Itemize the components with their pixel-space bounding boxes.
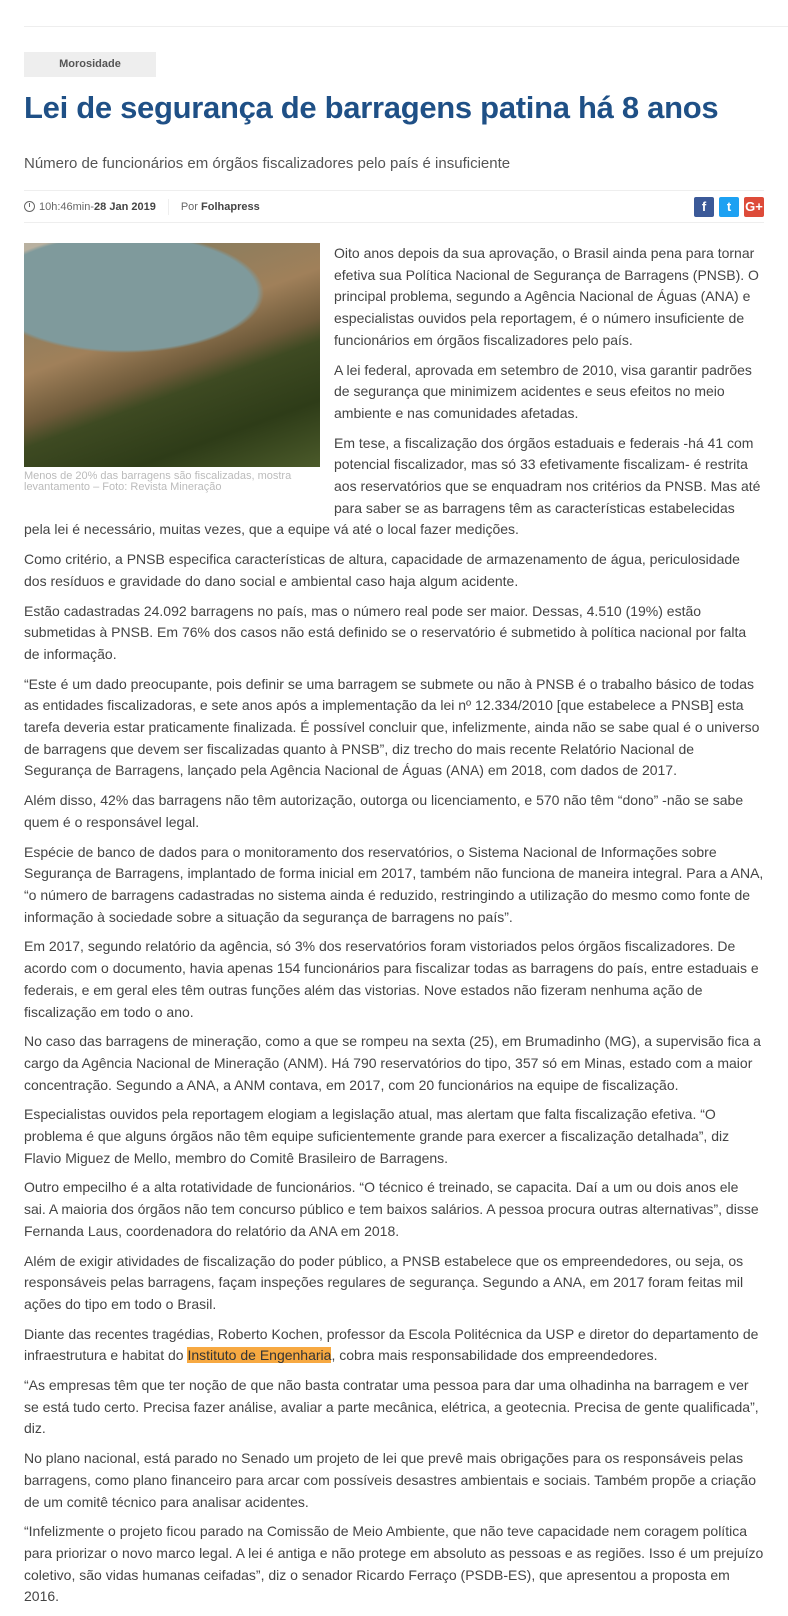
paragraph: Espécie de banco de dados para o monitoramento dos reservatórios, o Sistema Nacional de Informações sobre Segurança de Barragens, implantado de forma inicial em 2017, também não funciona de maneira integral. Para a ANA, “o número de barragens cadastradas no sistema ainda é reduzido, restringindo a utilização do mesmo como fonte de informação à sociedade sobre a situação da segurança de barragens no país”. [24, 843, 764, 925]
paragraph: Em 2017, segundo relatório da agência, só 3% dos reservatórios foram vistoriados pelos órgãos fiscalizadores. De acordo com o documento, havia apenas 154 funcionários para fiscalizar todas as barragens do país, entre estaduais e federais, e em geral eles têm outras funções além das vistorias. Nove estados não fizeram nenhuma ação de fiscalização em todo o ano. [24, 938, 759, 1020]
category-tag[interactable]: Morosidade [24, 52, 156, 77]
article-title: Lei de segurança de barragens patina há 8 anos [24, 90, 719, 125]
publish-date: 28 Jan 2019 [94, 200, 156, 213]
paragraph: Além disso, 42% das barragens não têm autorização, outorga ou licenciamento, e 570 não têm “dono” -não se sabe quem é o responsável legal. [24, 792, 744, 830]
author: Folhapress [201, 200, 260, 213]
publish-time: 10h:46min [39, 200, 91, 213]
google-plus-share-icon[interactable]: G+ [744, 197, 764, 217]
paragraph: Oito anos depois da sua aprovação, o Brasil ainda pena para tornar efetiva sua Política Nacional de Segurança de Barragens (PNSB). O principal problema, segundo a Agência Nacional de Águas (ANA) e especialistas ouvidos pela reportagem, é o número insuficiente de funcionários em órgãos fiscalizadores pelo país. [334, 245, 759, 348]
article-container [24, 27, 764, 1608]
paragraph: Além de exigir atividades de fiscalização do poder público, a PNSB estabelece que os empreendedores, ou seja, os responsáveis pelas barragens, façam inspeções regulares de segurança. Segundo a ANA, em 2017 foram feitas mil ações do tipo em todo o Brasil. [24, 1252, 744, 1312]
paragraph: Outro empecilho é a alta rotatividade de funcionários. “O técnico é treinado, se capacita. Daí a um ou dois anos ele sai. A maioria dos órgãos não tem concurso público e tem baixos salários. A pessoa procura outras alternativas”, disse Fernanda Laus, coordenadora do relatório da ANA em 2018. [24, 1179, 759, 1239]
paragraph-text: , cobra mais responsabilidade dos empreendedores. [331, 1347, 658, 1364]
photo-caption: Menos de 20% das barragens são fiscalizadas, mostra levantamento – Foto: Revista Mineração [24, 470, 292, 493]
article-figure [24, 243, 320, 493]
clock-icon [24, 201, 35, 212]
social-share [694, 197, 764, 217]
article-body [24, 243, 764, 1608]
paragraph: “As empresas têm que ter noção de que não basta contratar uma pessoa para dar uma olhadinha na barragem e ver se está tudo certo. Precisa fazer análise, avaliar a parte mecânica, elétrica, a geotecnia. Precisa de gente qualificada”, diz. [24, 1377, 759, 1437]
meta-separator [168, 199, 169, 215]
facebook-share-icon[interactable]: f [694, 197, 714, 217]
article-subtitle: Número de funcionários em órgãos fiscalizadores pelo país é insuficiente [24, 155, 511, 172]
instituto-engenharia-link[interactable]: Instituto de Engenharia [187, 1347, 332, 1364]
byline-prefix: Por [180, 200, 198, 213]
article-meta [24, 190, 764, 223]
paragraph-text: Diante das recentes tragédias, Roberto Kochen, professor da Escola Politécnica da USP e diretor do departamento de infraestrutura e habitat do [24, 1325, 759, 1364]
top-divider [24, 0, 788, 27]
paragraph [24, 1324, 764, 1367]
paragraph: No caso das barragens de mineração, como a que se rompeu na sexta (25), em Brumadinho (MG), a supervisão fica a cargo da Agência Nacional de Mineração (ANM). Há 790 reservatórios do tipo, 357 só em Minas, estado com a maior concentração. Segundo a ANA, a ANM contava, em 2017, com 20 funcionários na equipe de fiscalização. [24, 1033, 761, 1093]
paragraph: Estão cadastradas 24.092 barragens no país, mas o número real pode ser maior. Dessas, 4.510 (19%) estão submetidas à PNSB. Em 76% dos casos não está definido se o reservatório é submetido à política nacional por falta de informação. [24, 602, 747, 662]
dam-photo [24, 243, 320, 467]
paragraph: A lei federal, aprovada em setembro de 2010, visa garantir padrões de segurança que minimizem acidentes e seus efeitos no meio ambiente e nas comunidades afetadas. [334, 361, 752, 421]
paragraph: “Este é um dado preocupante, pois definir se uma barragem se submete ou não à PNSB é o trabalho básico de todas as entidades fiscalizadoras, e sete anos após a implementação da lei nº 12.334/2010 [que estabelece a PNSB] esta tarefa deveria estar praticamente finalizada. É possível concluir que, infelizmente, ainda não se sabe qual é o universo de barragens que devem ser fiscalizadas quanto à PNSB”, diz trecho do mais recente Relatório Nacional de Segurança de Barragens, lançado pela Agência Nacional de Águas (ANA) em 2018, com dados de 2017. [24, 675, 760, 779]
paragraph: No plano nacional, está parado no Senado um projeto de lei que prevê mais obrigações para os responsáveis pelas barragens, como plano financeiro para arcar com possíveis desastres ambientais e sociais. Também propõe a criação de um comitê técnico para analisar acidentes. [24, 1450, 756, 1510]
twitter-share-icon[interactable]: t [719, 197, 739, 217]
paragraph: “Infelizmente o projeto ficou parado na Comissão de Meio Ambiente, que não teve capacidade nem coragem política para priorizar o novo marco legal. A lei é antiga e não protege em absoluto as pessoas e as regiões. Isso é um prejuízo coletivo, são vidas humanas ceifadas”, diz o senador Ricardo Ferraço (PSDB-ES), que apresentou a proposta em 2016. [24, 1523, 764, 1605]
paragraph: Especialistas ouvidos pela reportagem elogiam a legislação atual, mas alertam que falta fiscalização efetiva. “O problema é que alguns órgãos não têm equipe suficientemente grande para exercer a fiscalização detalhada”, diz Flavio Miguez de Mello, membro do Comitê Brasileiro de Barragens. [24, 1106, 730, 1166]
paragraph: Em tese, a fiscalização dos órgãos estaduais e federais -há 41 com potencial fiscalizador, mas só 33 efetivamente fiscalizam- é restrita aos reservatórios que se enquadram nos critérios da PNSB. Mas até para saber se as barragens têm as características estabelecidas pela lei é necessário, muitas vezes, que a equipe vá até o local fazer medições. [24, 434, 761, 538]
paragraph: Como critério, a PNSB especifica características de altura, capacidade de armazenamento de água, periculosidade dos resíduos e gravidade do dano social e ambiental caso haja algum acidente. [24, 551, 740, 589]
meta-dash: - [90, 200, 95, 213]
